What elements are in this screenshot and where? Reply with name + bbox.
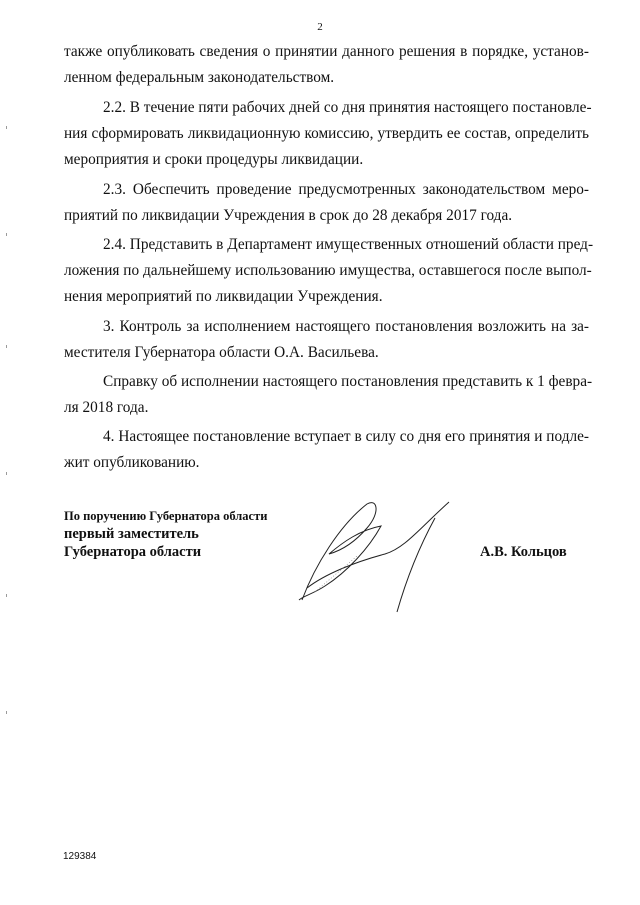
text-line: местителя Губернатора области О.А. Васильева.: [64, 344, 379, 361]
scan-mark: [6, 594, 7, 597]
scan-mark: [6, 233, 7, 236]
scan-mark: [6, 472, 7, 475]
text-line: Справку об исполнении настоящего постановления представить к 1 феврa-: [103, 373, 593, 390]
text-line: 2.2. В течение пяти рабочих дней со дня принятия настоящего постановле-: [103, 99, 592, 116]
text-line: нения мероприятий по ликвидации Учреждения.: [64, 288, 383, 305]
scan-mark: [6, 345, 7, 348]
page-number: 2: [317, 21, 323, 33]
text-line: 4. Настоящее постановление вступает в силу со дня его принятия и подле-: [103, 428, 589, 445]
handwritten-signature: [285, 490, 460, 620]
text-line: 2.3. Обеспечить проведение предусмотренных законодательством меро-: [103, 181, 589, 198]
text-line: приятий по ликвидации Учреждения в срок до 28 декабря 2017 года.: [64, 207, 513, 224]
signer-position-2: Губернатора области: [64, 544, 202, 560]
text-line: 2.4. Представить в Департамент имущественных отношений области пред-: [103, 236, 594, 253]
document-id: 129384: [63, 851, 97, 862]
text-line: жит опубликованию.: [64, 454, 200, 471]
text-line: мероприятия и сроки процедуры ликвидации.: [64, 151, 364, 168]
text-line: ложения по дальнейшему использованию имущества, оставшегося после выпол-: [64, 262, 592, 279]
signature-caption: По поручению Губернатора области: [64, 509, 268, 523]
text-line: ленном федеральным законодательством.: [64, 69, 335, 86]
text-line: ния сформировать ликвидационную комиссию, утвердить ее состав, определить: [64, 125, 589, 142]
signer-name: А.В. Кольцов: [480, 544, 567, 560]
scan-mark: [6, 126, 7, 129]
signer-position: первый заместитель: [64, 526, 199, 542]
scan-mark: [6, 711, 7, 714]
text-line: ля 2018 года.: [64, 399, 149, 416]
text-line: также опубликовать сведения о принятии данного решения в порядке, установ-: [64, 43, 589, 60]
text-line: 3. Контроль за исполнением настоящего постановления возложить на за-: [103, 318, 589, 335]
